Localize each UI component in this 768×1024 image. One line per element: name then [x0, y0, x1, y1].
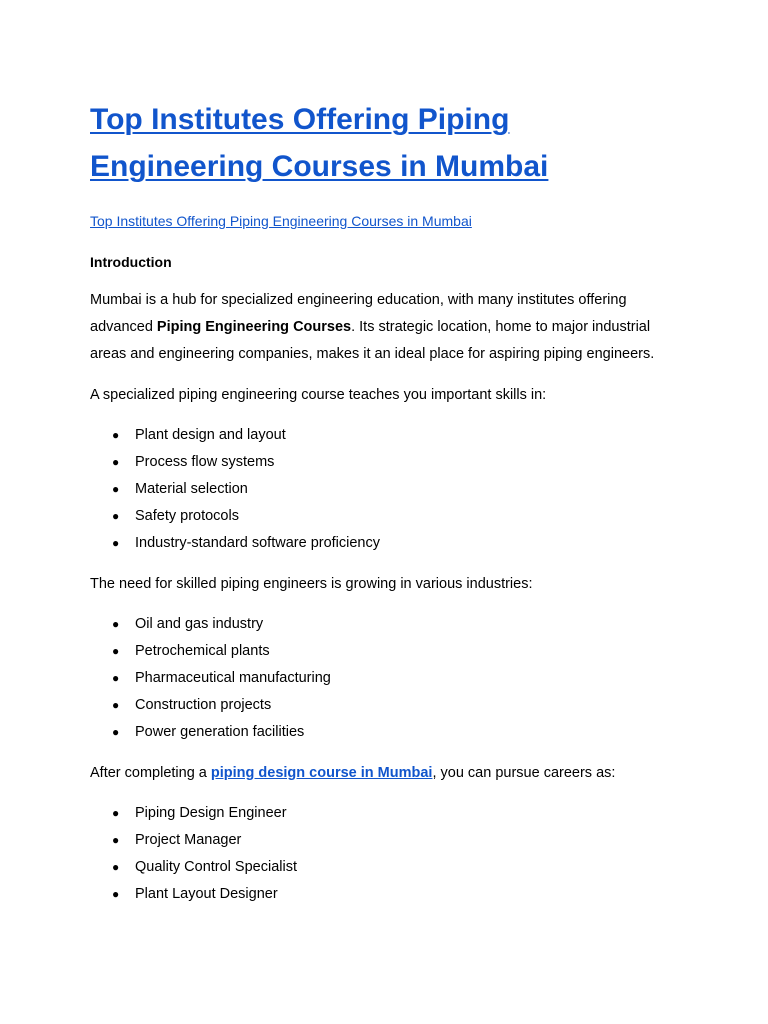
bullet-icon: ●	[112, 482, 120, 496]
list-item: ● Petrochemical plants	[90, 638, 690, 665]
list-item: ● Material selection	[90, 476, 690, 503]
bullet-icon: ●	[112, 644, 120, 658]
skills-list	[90, 422, 690, 557]
list-item: ● Oil and gas industry	[90, 611, 690, 638]
list-item: ● Process flow systems	[90, 449, 690, 476]
list-item: ● Project Manager	[90, 827, 690, 854]
bullet-icon: ●	[112, 509, 120, 523]
bullet-icon: ●	[112, 671, 120, 685]
bullet-icon: ●	[112, 617, 120, 631]
document-page	[90, 96, 690, 908]
list-item: ● Plant Layout Designer	[90, 881, 690, 908]
list-item: ● Industry-standard software proficiency	[90, 530, 690, 557]
industries-list	[90, 611, 690, 746]
list-item: ● Pharmaceutical manufacturing	[90, 665, 690, 692]
skills-intro-paragraph: A specialized piping engineering course teaches you important skills in:	[90, 387, 547, 403]
list-item: ● Plant design and layout	[90, 422, 690, 449]
bullet-icon: ●	[112, 833, 120, 847]
bullet-icon: ●	[112, 860, 120, 874]
bullet-icon: ●	[112, 887, 120, 901]
careers-intro-paragraph: After completing a piping design course in Mumbai, you can pursue careers as:	[90, 765, 616, 781]
document-title-link[interactable]: Top Institutes Offering Piping Engineering Courses in Mumbai	[90, 103, 549, 183]
bullet-icon: ●	[112, 725, 120, 739]
careers-list	[90, 800, 690, 908]
intro-text-part1: Mumbai is a hub for specialized engineering education, with many institutes offering advanced	[90, 292, 627, 335]
need-intro-paragraph: The need for skilled piping engineers is growing in various industries:	[90, 576, 533, 592]
list-item: ● Construction projects	[90, 692, 690, 719]
bullet-icon: ●	[112, 536, 120, 550]
bullet-icon: ●	[112, 428, 120, 442]
list-item: ● Quality Control Specialist	[90, 854, 690, 881]
intro-bold-term: Piping Engineering Courses	[156, 319, 352, 335]
introduction-heading: Introduction	[90, 254, 172, 270]
intro-text-part2: . Its strategic location, home to major industrial areas and engineering companies, makes it an ideal place for aspiring piping engineers.	[90, 319, 655, 362]
bullet-icon: ●	[112, 806, 120, 820]
piping-course-link[interactable]: piping design course in Mumbai	[210, 765, 433, 781]
list-item: ● Power generation facilities	[90, 719, 690, 746]
list-item: ● Safety protocols	[90, 503, 690, 530]
subtitle-link[interactable]: Top Institutes Offering Piping Engineering Courses in Mumbai	[90, 213, 472, 229]
bullet-icon: ●	[112, 698, 120, 712]
list-item: ● Piping Design Engineer	[90, 800, 690, 827]
intro-paragraph	[90, 287, 690, 368]
bullet-icon: ●	[112, 455, 120, 469]
